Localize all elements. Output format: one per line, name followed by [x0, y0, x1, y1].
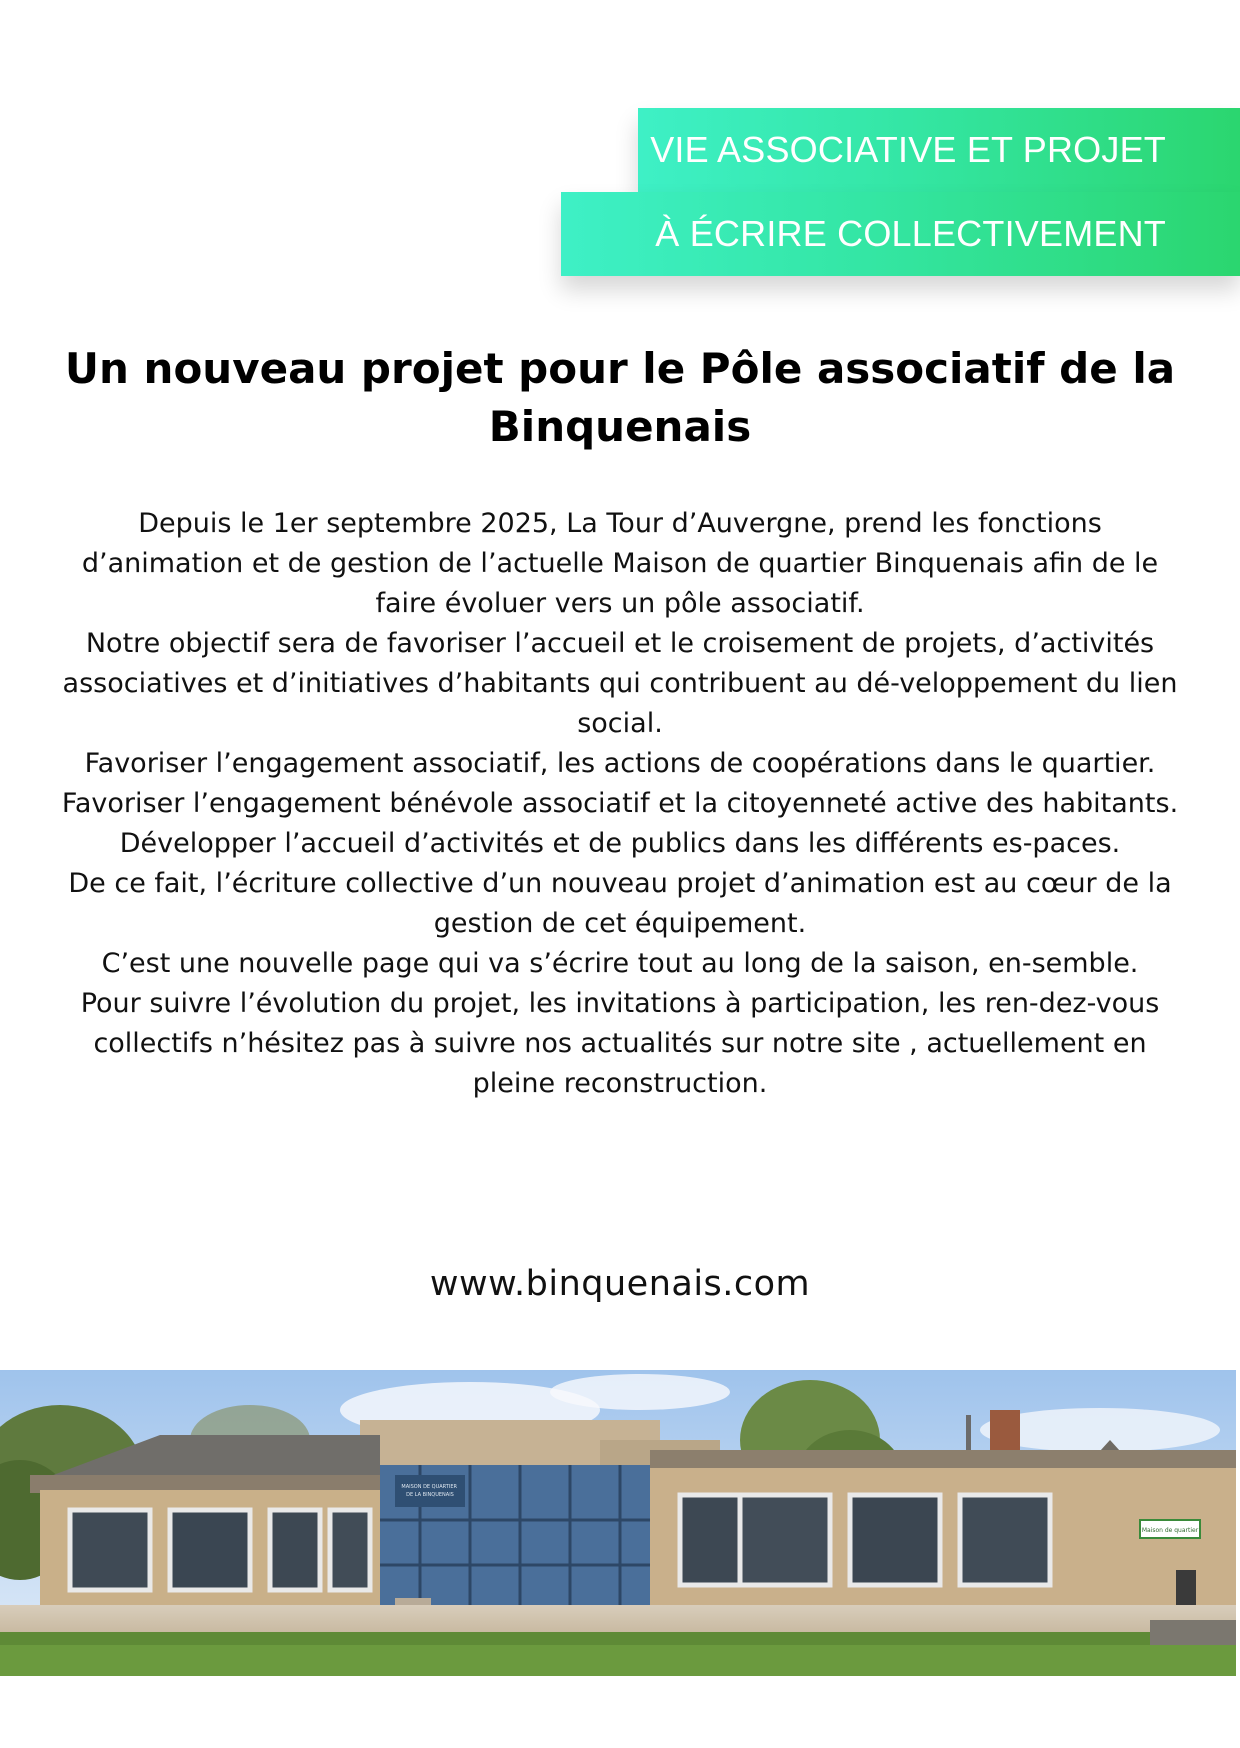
door-sign: MAISON DE QUARTIER DE LA BINQUENAIS [401, 1484, 457, 1498]
paragraph: Favoriser l’engagement bénévole associatif et la citoyenneté active des habitants. [61, 788, 1179, 819]
website-link[interactable]: www.binquenais.com [429, 1264, 811, 1304]
window-group-right [680, 1495, 1050, 1585]
page-title: Un nouveau projet pour le Pôle associatif de la Binquenais [64, 344, 1176, 451]
body-text [55, 504, 1185, 1104]
paragraph: Notre objectif sera de favoriser l’accueil et le croisement de projets, d’activités associatives et d’initiatives d’habitants qui contribuent au dé-veloppement du lien social. [62, 628, 1178, 739]
paragraph: Pour suivre l’évolution du projet, les invitations à participation, les ren-dez-vous collectifs n’hésitez pas à suivre nos actualités sur notre site , actuellement en pleine reconstruction. [80, 988, 1160, 1099]
paragraph: Développer l’accueil d’activités et de publics dans les différents es-paces. [119, 828, 1121, 859]
building-illustration [0, 1370, 1236, 1676]
wall-sign: Maison de quartier [1141, 1527, 1199, 1534]
paragraph: De ce fait, l’écriture collective d’un nouveau projet d’animation est au cœur de la gestion de cet équipement. [68, 868, 1172, 939]
paragraph: C’est une nouvelle page qui va s’écrire tout au long de la saison, en-semble. [101, 948, 1139, 979]
building-photo [0, 1370, 1236, 1676]
banner-top [638, 108, 1240, 192]
banner-bottom [561, 192, 1240, 276]
banner-line-1: VIE ASSOCIATIVE ET PROJET [650, 129, 1166, 170]
paragraph: Depuis le 1er septembre 2025, La Tour d’Auvergne, prend les fonctions d’animation et de gestion de l’actuelle Maison de quartier Binquenais afin de le faire évoluer vers un pôle associatif. [81, 508, 1159, 619]
paragraph: Favoriser l’engagement associatif, les actions de coopérations dans le quartier. [84, 748, 1156, 779]
banner-line-2: À ÉCRIRE COLLECTIVEMENT [655, 213, 1166, 254]
